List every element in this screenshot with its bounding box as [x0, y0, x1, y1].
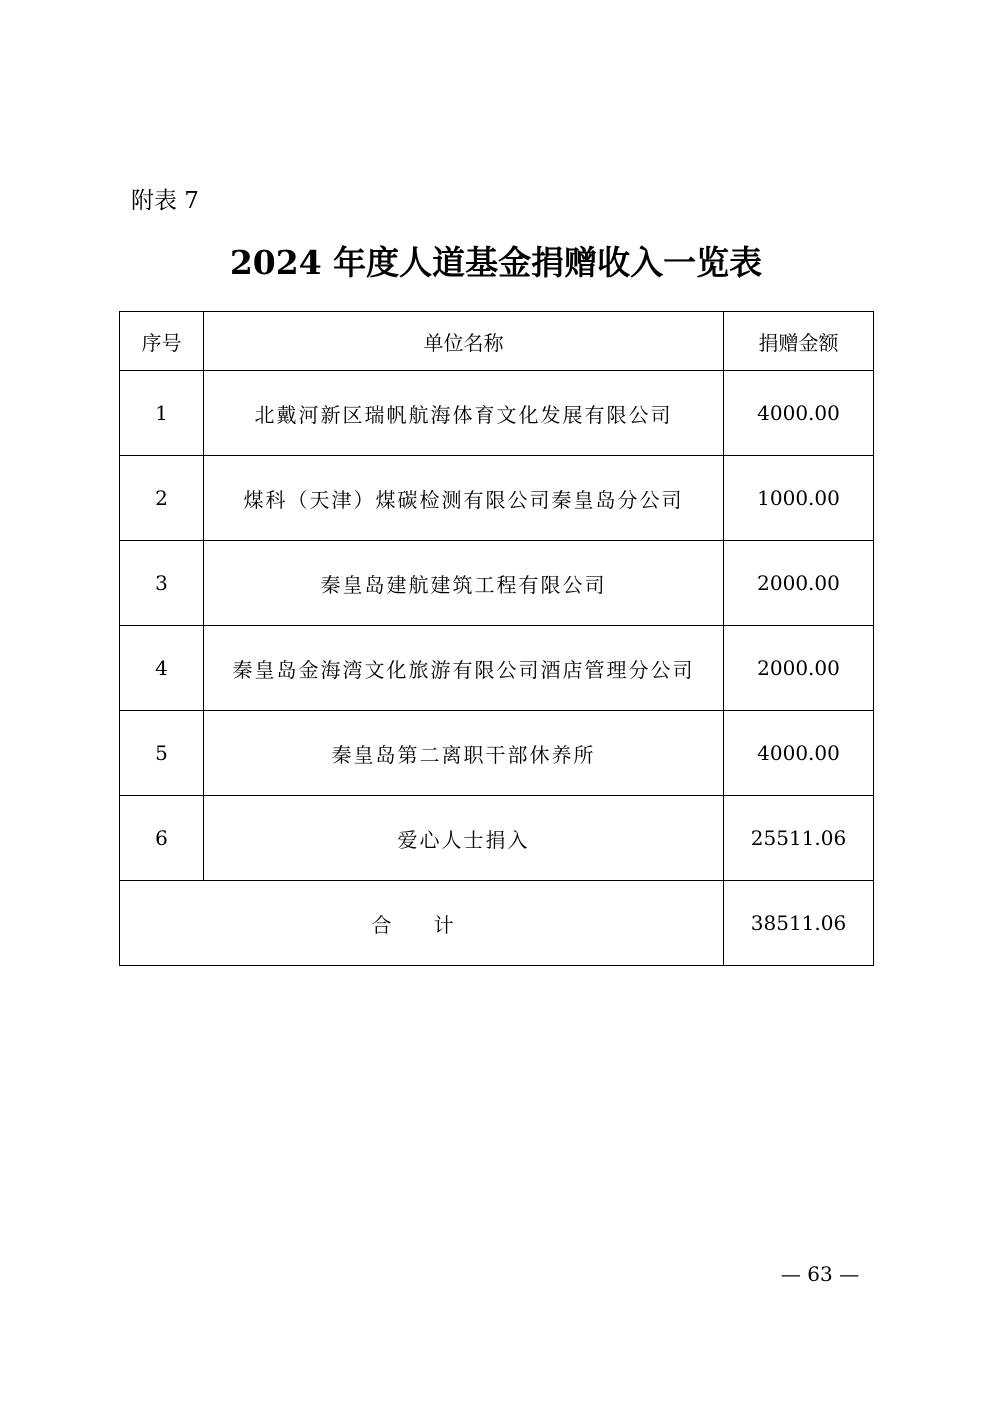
total-label-cell	[120, 881, 724, 966]
row-index: 5	[120, 711, 204, 796]
row-index: 3	[120, 541, 204, 626]
row-amount: 1000.00	[724, 456, 874, 541]
total-amount: 38511.06	[724, 881, 874, 966]
row-amount: 2000.00	[724, 541, 874, 626]
row-amount: 25511.06	[724, 796, 874, 881]
header-amount: 捐赠金额	[724, 312, 874, 371]
appendix-label: 附表 7	[131, 188, 199, 214]
row-index: 4	[120, 626, 204, 711]
table-row	[120, 456, 874, 541]
row-unit-name: 秦皇岛第二离职干部休养所	[204, 711, 724, 796]
donation-table	[119, 311, 874, 966]
row-index: 6	[120, 796, 204, 881]
row-index: 1	[120, 371, 204, 456]
row-unit-name: 爱心人士捐入	[204, 796, 724, 881]
header-unit-name: 单位名称	[204, 312, 724, 371]
table-row	[120, 541, 874, 626]
row-amount: 4000.00	[724, 371, 874, 456]
total-label: 合 计	[371, 912, 472, 937]
table-header-row	[120, 312, 874, 371]
row-amount: 4000.00	[724, 711, 874, 796]
table-row	[120, 626, 874, 711]
row-index: 2	[120, 456, 204, 541]
row-unit-name: 煤科（天津）煤碳检测有限公司秦皇岛分公司	[204, 456, 724, 541]
total-row	[120, 881, 874, 966]
page-number: — 63 —	[780, 1262, 860, 1286]
row-unit-name: 秦皇岛金海湾文化旅游有限公司酒店管理分公司	[204, 626, 724, 711]
row-unit-name: 秦皇岛建航建筑工程有限公司	[204, 541, 724, 626]
header-index: 序号	[120, 312, 204, 371]
page-title: 2024 年度人道基金捐赠收入一览表	[229, 243, 763, 282]
row-amount: 2000.00	[724, 626, 874, 711]
row-unit-name: 北戴河新区瑞帆航海体育文化发展有限公司	[204, 371, 724, 456]
table-row	[120, 371, 874, 456]
table-row	[120, 711, 874, 796]
table-row	[120, 796, 874, 881]
